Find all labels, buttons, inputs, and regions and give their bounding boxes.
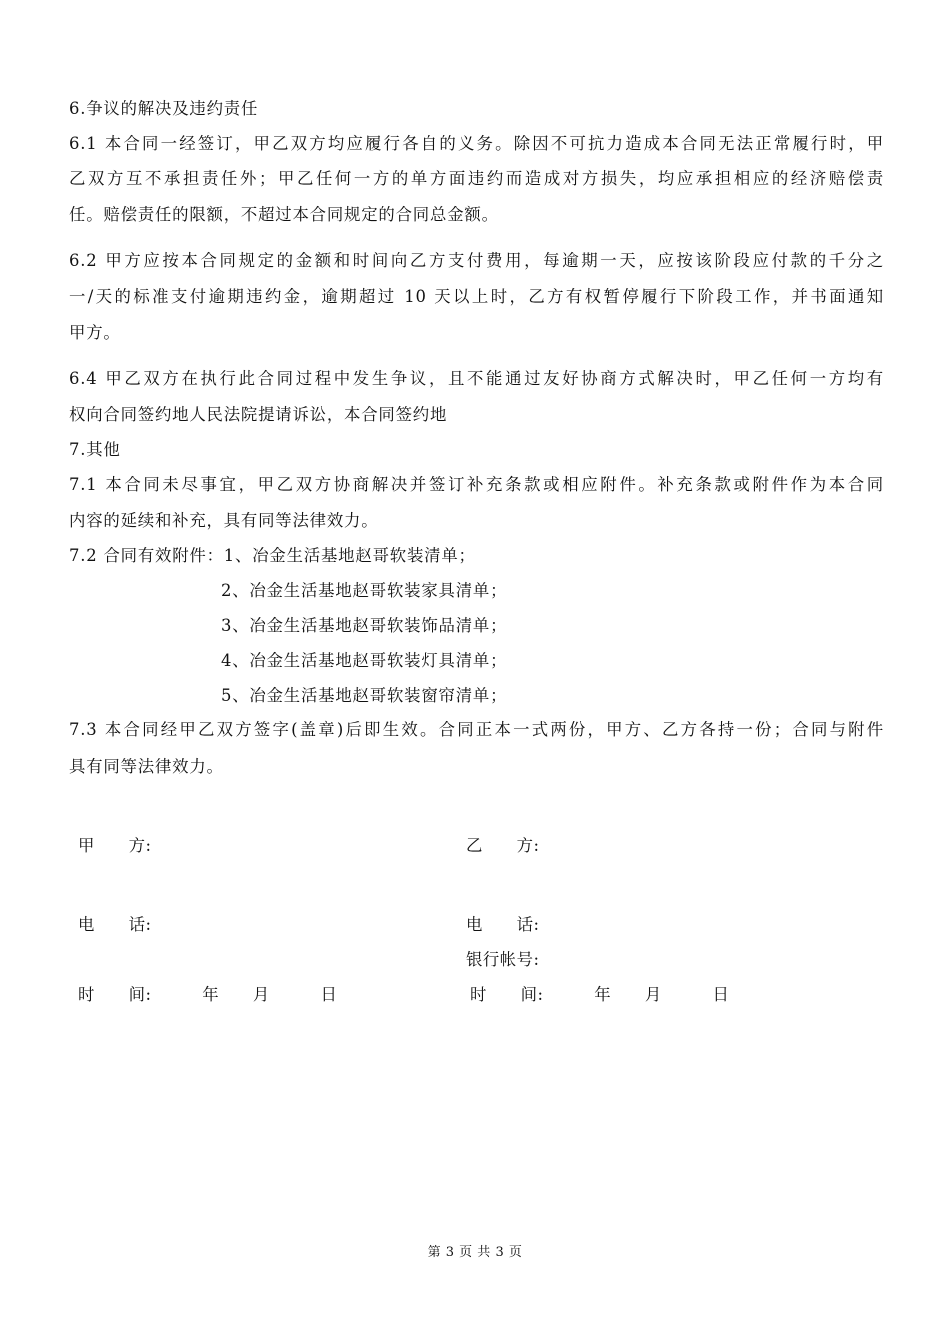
- clause-6-4-line-2: 权向合同签约地人民法院提请诉讼，本合同签约地: [69, 405, 448, 424]
- clause-7-2-intro: 7.2 合同有效附件：1、冶金生活基地赵哥软装清单；: [69, 546, 476, 565]
- page-number: 第 3 页 共 3 页: [427, 1245, 523, 1260]
- clause-6-1-line-1: 6.1 本合同一经签订，甲乙双方均应履行各自的义务。除因不可抗力造成本合同无法正常履行时，甲: [69, 134, 884, 153]
- clause-6-2-line-3: 甲方。: [69, 323, 121, 342]
- clause-7-1-line-1: 7.1 本合同未尽事宜，甲乙双方协商解决并签订补充条款或相应附件。补充条款或附件作为本合同: [69, 475, 884, 494]
- clause-6-2-line-2: 一/天的标准支付逾期违约金，逾期超过 10 天以上时，乙方有权暂停履行下阶段工作，并书面通知: [69, 287, 884, 306]
- clause-7-3-line-2: 具有同等法律效力。: [69, 757, 224, 776]
- clause-6-2-line-1: 6.2 甲方应按本合同规定的金额和时间向乙方支付费用，每逾期一天，应按该阶段应付款的千分之: [69, 251, 884, 270]
- party-b-phone-label: 电 话:: [466, 915, 540, 934]
- attachment-item-2: 2、冶金生活基地赵哥软装家具清单；: [221, 581, 508, 600]
- party-b-label: 乙 方:: [466, 836, 540, 855]
- clause-6-1-line-3: 任。赔偿责任的限额，不超过本合同规定的合同总金额。: [69, 205, 499, 224]
- attachment-item-5: 5、冶金生活基地赵哥软装窗帘清单；: [221, 686, 508, 705]
- party-a-label: 甲 方:: [78, 836, 152, 855]
- party-b-date-label: 时 间: 年 月 日: [470, 985, 730, 1004]
- party-b-bank-account-label: 银行帐号:: [466, 950, 540, 969]
- clause-6-1-line-2: 乙双方互不承担责任外；甲乙任何一方的单方面违约而造成对方损失，均应承担相应的经济赔偿责: [69, 169, 884, 188]
- section-6-heading: 6.争议的解决及违约责任: [69, 99, 259, 118]
- attachment-item-3: 3、冶金生活基地赵哥软装饰品清单；: [221, 616, 508, 635]
- party-a-date-label: 时 间: 年 月 日: [78, 985, 338, 1004]
- party-a-phone-label: 电 话:: [78, 915, 152, 934]
- clause-7-3-line-1: 7.3 本合同经甲乙双方签字(盖章)后即生效。合同正本一式两份，甲方、乙方各持一份；合同与附件: [69, 720, 884, 739]
- clause-7-1-line-2: 内容的延续和补充，具有同等法律效力。: [69, 511, 379, 530]
- clause-6-4-line-1: 6.4 甲乙双方在执行此合同过程中发生争议，且不能通过友好协商方式解决时，甲乙任何一方均有: [69, 369, 884, 388]
- section-7-heading: 7.其他: [69, 440, 121, 459]
- attachment-item-4: 4、冶金生活基地赵哥软装灯具清单；: [221, 651, 508, 670]
